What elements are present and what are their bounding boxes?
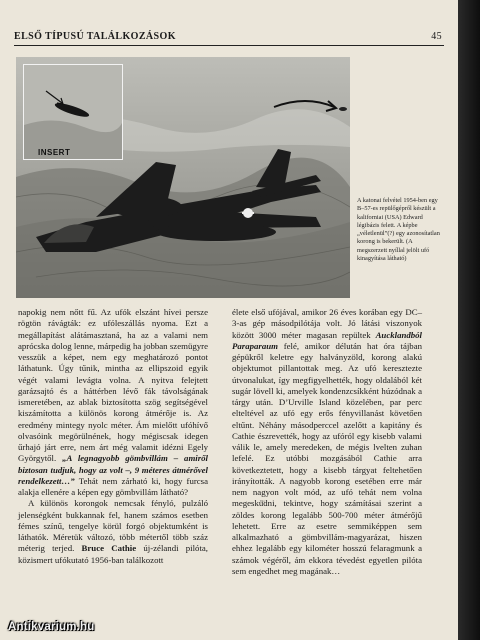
- aerial-photograph: [16, 57, 350, 298]
- site-watermark: [0, 616, 160, 640]
- paragraph-text: A különös korongok nemcsak fényló, pulzáló jelenségként bukkannak fel, hanem számos esetben fémes színű, tengelye körül forgó objektumként is láthatók. Méretük változó, több métertől több száz méterig terjed.: [18, 498, 208, 554]
- text-column-left: [18, 307, 208, 566]
- book-spine: [458, 0, 480, 640]
- person-name: Bruce Cathie: [81, 543, 137, 554]
- inset-ufo-drawing: [24, 65, 122, 159]
- paragraph-text: napokig nem nőtt fű. Az ufók elszánt hívei persze rögtön rávágták: ez ufóleszállás nyoma. Ezt a megállapítást alátámasztaná, ha az a valami nem aprócska dolog lenne, márpedig ha jobban szemügyre vesszük a képet, nem egy meghatározó pontot láthatunk. Úgy tűnik, mintha az ellipszoid egyik végét valami levágta volna. A nyitva felejtett garázsajtó és a háttérben lévő fák távolságának ismeretében, az ablak biztosította szög segítségével kiszámította a különös korong átmérője is. Az eredmény mintegy nyolc méter. Ám mielőtt ufóhívő olvasóink megörülnének, hogy mégiscsak idegen űrhajó járt erre, nem árt még valamit idézni Egely Györgytől.: [18, 307, 208, 464]
- photo-caption: A katonai felvétel 1954-ben egy B–57-es repülőgépről készült a kaliforniai (USA) Edward légibázis felett. A képbe „véletlenül”(?) egy azonosítatlan korong is bekerült. (A megszerzett nyíllal jelölt ufó kinagyítása látható): [357, 197, 440, 263]
- inset-label: INSERT: [38, 148, 71, 157]
- quotation: „A legnagyobb gömbvillám – amiről biztosan tudjuk, hogy az volt –, 9 méteres átmérővel rendelkezett…”: [18, 453, 208, 486]
- text-column-right: [232, 307, 422, 577]
- place-name: Aucklandból Paraparaum: [232, 329, 422, 351]
- watermark-text: Antikvarium.hu: [8, 621, 95, 633]
- running-title: ELSŐ TÍPUSÚ TALÁLKOZÁSOK: [14, 31, 176, 42]
- paragraph-text: új-zélandi pilóta, közismert ufókutató 1956-ban találkozott: [18, 543, 208, 565]
- running-head: [14, 31, 444, 46]
- paragraph: [232, 307, 422, 577]
- inset-enlargement: [23, 64, 123, 160]
- page-number: 45: [431, 31, 442, 42]
- paragraph: [18, 498, 208, 566]
- paragraph-text: Tehát nem zárható ki, hogy furcsa alakja ellenére a képen egy gömbvillám látható?: [18, 475, 209, 497]
- paragraph: [18, 307, 208, 498]
- paragraph-text: felé, amikor délután hat óra tájban gépükről keletre egy halványzöld, korong alakú objektumot pillantottak meg. Az ufó keresztezte útvonalukat, így megfigyelhették, hogy oldalából két sugár lövell ki, amelyek kondenzcsíkként húzódnak a tárgy után. D’Urville Island közelében, par perc elteltével az ufó egy erős fényvillanást követően eltűnt. Néhány másodperccel azelőtt a kapitány és Cathie észrevették, hogy az ufóról egy kisebb valami válik le, amely meredeken, de mégis lvelten zuhan lefelé. Ez utóbbi mozgásából Cathie arra következtetett, hogy a kisebb tárgyat feltehetően irányították. A nagyobb korong esetében erre már nem nagyon volt mód, az ufó tehát nem volna megeskü̈dni, tekintve, hogy számításai szerint a zöldes korong legalább 500-700 méter átmérőjű lehetett. Erre az esetre semmiképpen sem alkalmazható a gömbvillám-magyarázat, hiszen ehhez legalább egy kilométer hosszú felaragmunk a számok végéről, ám ekkora tévedést egyetlen pilóta sem engedhet meg magának…: [232, 340, 422, 576]
- paragraph-text: élete első ufójával, amikor 26 éves korában egy DC–3-as gép másodpilótája volt. Jó látási viszonyok között 3000 méter magasan repültek: [232, 307, 422, 340]
